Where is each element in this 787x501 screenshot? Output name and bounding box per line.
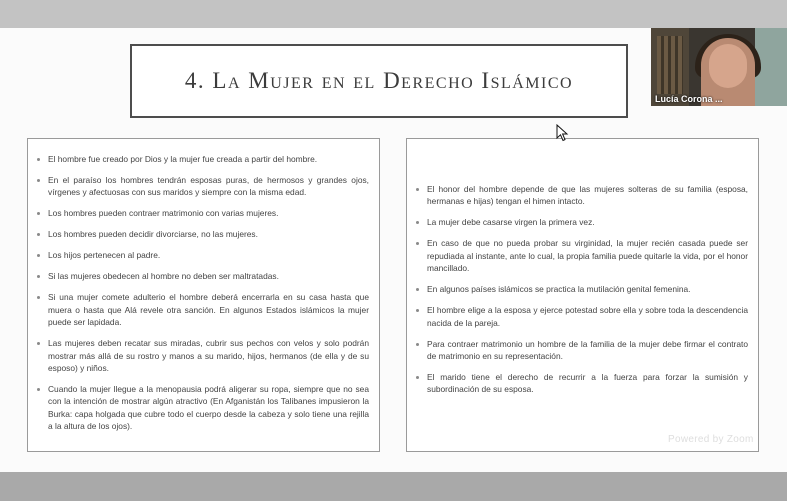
mouse-cursor-icon (556, 124, 570, 142)
bullet-item: Los hombres pueden decidir divorciarse, no las mujeres. (36, 228, 369, 240)
bullet-item: Las mujeres deben recatar sus miradas, cubrir sus pechos con velos y solo podrán mostrar más allá de su rostro y manos a su marido, hijos, hermanos (de ella y de su esposo) y niños. (36, 337, 369, 374)
bullet-item: Si las mujeres obedecen al hombre no deben ser maltratadas. (36, 270, 369, 282)
video-background-books (657, 36, 683, 94)
bullet-item: El hombre fue creado por Dios y la mujer fue creada a partir del hombre. (36, 153, 369, 165)
zoom-watermark: Powered by Zoom (668, 434, 754, 445)
bullet-item: El hombre elige a la esposa y ejerce potestad sobre ella y sobre toda la descendencia nacida de la pareja. (415, 304, 748, 329)
bullet-item: En el paraíso los hombres tendrán esposas puras, de hermosos y grandes ojos, vírgenes y afectuosas con sus maridos y siempre con la misma edad. (36, 174, 369, 199)
slide-title: 4. La Mujer en el Derecho Islámico (184, 68, 574, 93)
left-text-box (27, 138, 380, 452)
bullet-item: En caso de que no pueda probar su virginidad, la mujer recién casada puede ser repudiada al instante, ante lo cual, la propia familia puede quitarle la vida, por el honor mancillado. (415, 237, 748, 274)
bullet-item: El honor del hombre depende de que las mujeres solteras de su familia (esposa, hermanas e hijas) tengan el himen intacto. (415, 183, 748, 208)
bullet-item: En algunos países islámicos se practica la mutilación genital femenina. (415, 283, 748, 295)
participant-face (709, 44, 747, 88)
bullet-item: La mujer debe casarse virgen la primera vez. (415, 216, 748, 228)
bullet-item: Para contraer matrimonio un hombre de la familia de la mujer debe firmar el contrato de matrimonio en su representación. (415, 338, 748, 363)
bottom-bar (0, 472, 787, 501)
top-bar (0, 0, 787, 28)
bullet-item: Cuando la mujer llegue a la menopausia podrá aligerar su ropa, siempre que no sea con la intención de mostrar algún atractivo (En Afganistán los Talibanes impusieron la Burka: capa holgada que cubre todo el cuerpo desde la cabeza y solo tiene una rejilla a la altura de los ojos). (36, 383, 369, 433)
right-bullet-list (415, 183, 748, 396)
right-text-box (406, 138, 759, 452)
bullet-item: Los hombres pueden contraer matrimonio con varias mujeres. (36, 207, 369, 219)
participant-video-tile[interactable] (651, 28, 787, 106)
participant-name: Lucía Corona ... (655, 94, 723, 104)
left-bullet-list (36, 153, 369, 433)
slide-title-box (130, 44, 628, 118)
bullet-item: Si una mujer comete adulterio el hombre deberá encerrarla en su casa hasta que muera o hasta que Alá revele otra sanción. En algunos Estados islámicos la mujer puede ser lapidada. (36, 291, 369, 328)
bullet-item: El marido tiene el derecho de recurrir a la fuerza para forzar la sumisión y subordinación de su esposa. (415, 371, 748, 396)
bullet-item: Los hijos pertenecen al padre. (36, 249, 369, 261)
